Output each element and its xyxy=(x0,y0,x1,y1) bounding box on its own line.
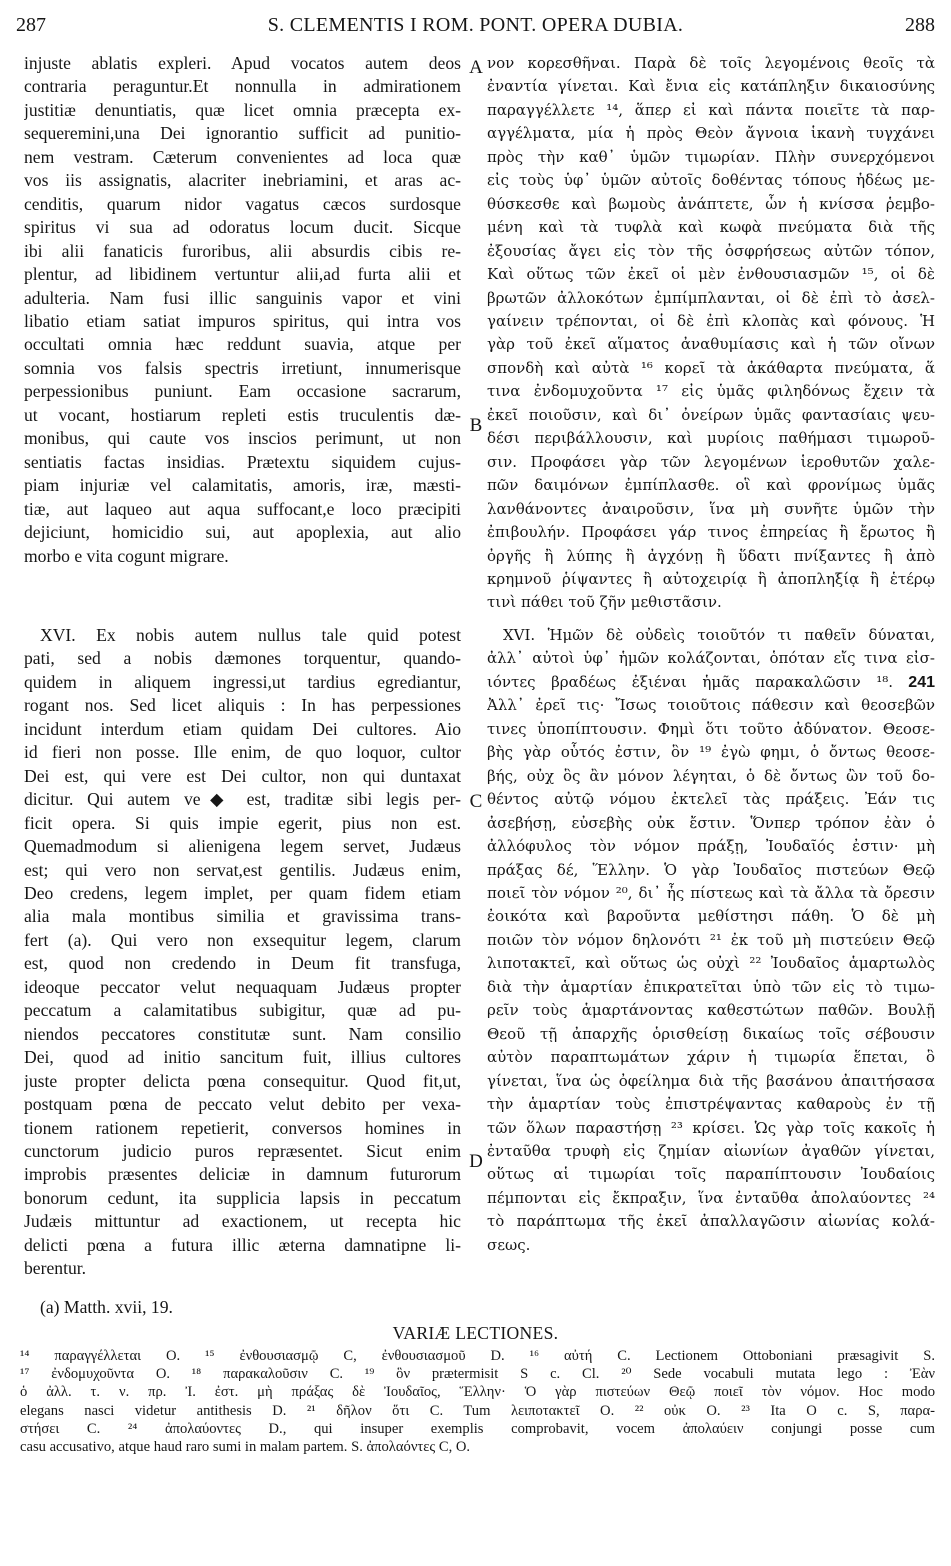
text-line: est, quod non credendo in Deum fit transfuga, xyxy=(24,953,461,974)
variae-lectiones xyxy=(20,1347,935,1456)
text-line: vos iis assignatis, alacriter inebriamini, et aras ac- xyxy=(24,170,461,191)
text-line: τινὶ πάθει τοῦ ζῆν μεθιστᾶσιν. xyxy=(487,593,722,612)
text-line: casu accusativo, atque haud raro sumi in malam partem. S. ἀπολαόντες C, O. xyxy=(20,1439,471,1456)
text-line: ὀργῆς ἢ λύπης ἢ ἀγχόνῃ ἢ ὕδατι πνίξαντες ἢ ἀπὸ xyxy=(487,546,935,565)
text-line: fert (a). Qui vero non exsequitur legem, clarum xyxy=(24,929,461,950)
page-number-left: 287 xyxy=(16,14,46,36)
text-line: ἐπιβουλήν. Προφάσει γάρ τινος ἐπηρείας ἢ ἔρωτος ἢ xyxy=(487,523,935,542)
text-line: ¹⁷ ἐνδομυχοῦντα O. ¹⁸ παρακαλοῦσιν C. ¹⁹ ὃν prætermisit S c. Cl. ²⁰ Sede vocabuli mutata lego : Ἐὰν xyxy=(20,1366,935,1383)
text-line: ἐοικότα καὶ βαροῦντα μεθίστησι πάθη. Ὁ δὲ μὴ xyxy=(487,907,935,926)
text-line: πῶν δαιμόνων ἐμπίπλασθε. οἳ καὶ φρονίμως ὑμᾶς xyxy=(487,476,935,495)
text-line: δέσι περιβάλλουσιν, καὶ μυρίοις παθήμασι τιμωροῦ- xyxy=(487,429,935,448)
text-line: injuste ablatis expleri. Apud vocatos autem deos xyxy=(24,53,461,73)
text-line: ἐναντία γίνεται. Καὶ ἔνια εἰς κατάπληξιν δικαιοσύνης xyxy=(487,77,935,96)
text-line: rogant nos. Sed licet aliquis : In has perpessiones xyxy=(24,695,461,716)
text-line: γαίνειν τρέπονται, οἱ δὲ ἐπὶ κλοπὰς καὶ φόνους. Ἡ xyxy=(487,311,935,330)
running-title: S. CLEMENTIS I ROM. PONT. OPERA DUBIA. xyxy=(267,14,684,36)
text-line: τὴν ἁμαρτίαν τοὺς ἐπιστρέψαντας καθαροὺς ἐν τῇ xyxy=(487,1095,935,1114)
text-line: cunctorum judicio puros repræsentet. Sicut enim xyxy=(24,1140,461,1161)
text-line: σπονδὴ καὶ αὐτὰ ¹⁶ κορεῖ τὰ ἀκάθαρτα πνεύματα, ἅ xyxy=(487,358,935,377)
text-line: justitiæ denuntiatis, quæ licet omnia præcepta ex- xyxy=(24,99,461,120)
text-line: Ἀλλ᾽ ἐρεῖ τις· Ἴσως τοιοῦτοις πάθεσιν καὶ θεοσεβῶν xyxy=(487,696,935,715)
greek-column-section-2 xyxy=(487,624,935,1257)
latin-column-section-1 xyxy=(24,52,461,568)
margin-letter-c: C xyxy=(469,791,483,812)
text-line: dicitur. Qui autem ve◆ est, traditæ sibi legis per- xyxy=(24,789,461,810)
text-line: Καὶ οὕτως τῶν ἐκεῖ οἱ μὲν ἐνθουσιασμῶν ¹⁵, οἱ δὲ xyxy=(487,265,935,284)
text-line: βὴς γὰρ οὗτός ἐστιν, ὃν ¹⁹ ἐγὼ φημι, ὁ ὄντως θεοσε- xyxy=(487,743,935,762)
text-line: αγγέλματα, μία ἡ πρὸς Θεὸν ἄγνοια ἱκανὴ τυγχάνει xyxy=(487,124,935,143)
text-line: πρὸς τὴν καθ᾽ ὑμῶν τιμωρίαν. Πλὴν συνερχόμενοι xyxy=(487,147,935,166)
text-line: νον κορεσθῆναι. Παρὰ δὲ τοῖς λεγομένοις θεοῖς τὰ xyxy=(487,54,935,72)
text-line: alia mala montibus similia et gravissima trans- xyxy=(24,906,461,927)
text-line: ¹⁴ παραγγέλλεται O. ¹⁵ ἐνθουσιασμῷ C, ἐνθουσιασμοῦ D. ¹⁶ αὐτή C. Lectionem Ottoboniani præsagivit S. xyxy=(20,1348,935,1364)
text-line: ut vocant, hostiarum repleti estis truculentis dæ- xyxy=(24,404,461,425)
text-line: εἰς τοὺς ὑφ᾽ ὑμῶν αὐτοῖς δοθέντας τόπους ἡδέως με- xyxy=(487,171,935,190)
text-line: Dei est, qui vere est Dei cultor, non qui duntaxat xyxy=(24,765,461,786)
text-line: perpessionibus puniunt. Eam occasione sacrarum, xyxy=(24,381,461,402)
text-line: ποιῶν τὸν νόμον δηλονότι ²¹ ἐκ τοῦ μὴ πιστεύειν Θεῷ xyxy=(487,930,935,949)
text-line: adulteria. Nam fusi illic sanguinis vapor et vini xyxy=(24,287,461,308)
text-line: libatio etiam satiat impuros spiritus, qui intra vos xyxy=(24,310,461,331)
text-line: ιόντες βραδέως ἐξιέναι ἡμᾶς παρακαλῶσιν ¹⁸. 241 xyxy=(487,672,935,691)
text-line: λιποτακτεῖ, καὶ οὕτως ὡς οὐχὶ ²² Ἰουδαῖος ἁμαρτωλὸς xyxy=(487,954,935,973)
column-number: 241 xyxy=(893,673,935,691)
text-line: postquam pœna de peccato velut debito per vexa- xyxy=(24,1094,461,1115)
text-line: Dei, quod ad initio sancitum fuit, illius cultores xyxy=(24,1047,461,1068)
text-line: πράξας δέ, Ἕλλην. Ὁ γὰρ Ἰουδαῖος πιστεύων Θεῷ xyxy=(487,860,935,879)
text-line: μένη καὶ τὰ τυφλὰ καὶ κωφὰ πνεύματα διὰ τῆς xyxy=(487,218,935,237)
text-line: Θεοῦ τῇ ἀπαρχῆς ὁρισθείσῃ δικαίως τοῖς σέβουσιν xyxy=(487,1024,935,1043)
text-line: sentiatis factas insidias. Prætextu siquidem cujus- xyxy=(24,451,461,472)
text-line: τῶν ὅλων παραστήσῃ ²³ κρίσει. Ὡς γὰρ τοῖς κακοῖς ἡ xyxy=(487,1118,935,1137)
text-line: occultati omnia hæc reddunt suavia, atque per xyxy=(24,334,461,355)
text-line: τὸ παράπτωμα τῆς ἐκεῖ ἀπαλλαγῶσιν αἰωνίας κολά- xyxy=(487,1212,935,1231)
text-line: παραγγέλλετε ¹⁴, ἅπερ εἰ καὶ πάντα ποιεῖτε τὰ παρ- xyxy=(487,100,935,119)
text-line: tionem rationem repetierit, conversos homines in xyxy=(24,1117,461,1138)
text-line: ποιεῖ τὸν νόμον ²⁰, δι᾽ ἧς πίστεως καὶ τὰ ἄλλα τὰ ὄρεσιν xyxy=(487,883,935,902)
text-line: ρεῖν τοὺς ἁμαρτάνοντας καθεστώτων παθῶν. Βουλῇ xyxy=(487,1001,935,1020)
text-line: niendos peccatores constitutæ sunt. Nam consilio xyxy=(24,1023,461,1044)
text-line: morbo e vita cogunt migrare. xyxy=(24,545,229,566)
text-line: monibus, qui caute vos inscios perimunt, ut non xyxy=(24,428,461,449)
text-line: est; qui vero non servat,est gentilis. Judæus enim, xyxy=(24,859,461,880)
text-line: Judæis mittuntur ad exactionem, ut recepta hic xyxy=(24,1211,461,1232)
text-line: peccatum a calamitatibus subigitur, quæ ad pu- xyxy=(24,1000,461,1021)
text-line: οὕτως αἱ τιμωρίαι τοῖς παραπίπτουσιν Ἰουδαίοις xyxy=(487,1165,935,1184)
text-line: piam injuriæ vel calamitatis, amoris, iræ, mæsti- xyxy=(24,475,461,496)
text-line: βρωτῶν ἀλλοκότων ἐμπίμπλανται, οἱ δὲ ἐπὶ τὸ ἀσελ- xyxy=(487,288,935,307)
text-line: πέμπονται εἰς ἔκπραξιν, ἵνα ἐνταῦθα ἀπολαύοντες ²⁴ xyxy=(487,1188,935,1207)
text-line: Deo credens, legem implet, per quam fidem etiam xyxy=(24,882,461,903)
text-line: ideoque peccator velut nequaquam Judæus propter xyxy=(24,976,461,997)
text-line: bonorum cedunt, ita supplicia lapsis in peccatum xyxy=(24,1187,461,1208)
text-line: cenditis, quarum nidor vagatus cæcos surdosque xyxy=(24,193,461,214)
text-line: διὰ τὴν ἁμαρτίαν ἐπικρατεῖται ὑπὸ τῶν εἰς τὸ τιμω- xyxy=(487,977,935,996)
text-line: tiæ, aut laqueo aut aqua suffocant,e loco præcipiti xyxy=(24,498,461,519)
text-line: θέντος αὐτῷ νόμου ἐκτελεῖ τὰς πράξεις. Ἐάν τις xyxy=(487,790,935,809)
text-line: pati, sed a nobis dæmones torquentur, quando- xyxy=(24,648,461,669)
text-line: nem vestram. Cæterum convenientes ad loca quæ xyxy=(24,146,461,167)
text-line: elegans nasci videtur antithesis D. ²¹ δῆλον ὅτι C. Tum λειποτακτεῖ O. ²² οὐκ O. ²³ Ita O c. S, παρα- xyxy=(20,1402,935,1419)
text-line: incidunt interdum etiam quidam Dei cultores. Aio xyxy=(24,718,461,739)
text-line: σιν. Προφάσει γὰρ τῶν λεγομένων ἱεροθυτῶν χαλε- xyxy=(487,452,935,471)
text-line: τινες ὑποπίπτουσιν. Φημὶ ὅτι τοῦτο ἀδύνατον. Θεοσε- xyxy=(487,719,935,738)
text-line: improbis præsentes deliciæ in damnum futurorum xyxy=(24,1164,461,1185)
text-line: juste propter delicta pœna consequitur. Quod fit,ut, xyxy=(24,1070,461,1091)
page-number-right: 288 xyxy=(905,14,935,36)
text-line: γίνεται, ἵνα ὡς ὀφείλημα διὰ τῆς βασάνου ἀπαιτήσασα xyxy=(487,1071,935,1090)
text-line: λανθάνοντες ἀναιροῦσιν, ἵνα μὴ συνῆτε ὑμῶν τὴν xyxy=(487,499,935,518)
text-line: τινα ἐνδομυχοῦντα ¹⁷ εἰς ὑμᾶς φιληδόνως ἔχειν τὰ xyxy=(487,382,935,401)
text-line: sequeremini,una Dei ignorantio sufficit ad punitio- xyxy=(24,123,461,144)
text-line: contraria peraguntur.Et nonnulla in admirationem xyxy=(24,76,461,97)
text-line: berentur. xyxy=(24,1258,87,1279)
text-line: ἐξουσίας ἄγει εἰς τὸν τῆς ὀσφρήσεως αὐτῶν τόπον, xyxy=(487,241,935,260)
latin-column-section-2 xyxy=(24,624,461,1281)
text-line: somnia vos falsis spectris irretiunt, innumerisque xyxy=(24,357,461,378)
text-line: spiritus vi sua ad odoratus locum ducit. Sicque xyxy=(24,217,461,238)
running-header xyxy=(16,14,935,42)
text-line: ibi alii fanaticis furoribus, alii absurdis cibis re- xyxy=(24,240,461,261)
text-line: σεως. xyxy=(487,1235,531,1254)
text-line: dejiciunt, homicidio sui, aut apoplexia, aut alio xyxy=(24,522,461,543)
text-line: ἐνταῦθα τρυφὴ εἰς ζημίαν αἰωνίων ἀγαθῶν γίνεται, xyxy=(487,1141,935,1160)
text-line: βής, οὐχ ὃς ἂν μόνον λέγηται, ὁ δὲ ὄντως ὢν τοῦ δο- xyxy=(487,766,935,785)
text-line: ὁ ἀλλ. τ. ν. πρ. Ἰ. ἐστ. μὴ πράξας δὲ Ἰουδαῖος, Ἕλλην· Ὁ γὰρ πιστεύων Θεῷ ποιεῖ τὸν νόμον. Hoc modo xyxy=(20,1384,935,1401)
text-line: XVI. Ἡμῶν δὲ οὐδεὶς τοιοῦτόν τι παθεῖν δύναται, xyxy=(503,626,935,644)
text-line: κρημνοῦ ῥίψαντες ἢ αὐτοχειρίᾳ ἢ ἀποπληξίᾳ ἢ ἑτέρῳ xyxy=(487,569,935,588)
text-line: id fieri non posse. Ille enim, de quo loquor, cultor xyxy=(24,742,461,763)
text-line: ἀλλόφυλος τὸν νόμον πράξῃ, Ἰουδαῖός ἐστιν· μὴ xyxy=(487,837,935,856)
text-line: delicti pœna a futura illic æterna damnatipne li- xyxy=(24,1234,461,1255)
margin-letter-a: A xyxy=(469,57,483,78)
variae-lectiones-title: VARIÆ LECTIONES. xyxy=(392,1323,559,1343)
greek-column-section-1 xyxy=(487,52,935,615)
text-line: ἀλλ᾽ αὐτοὶ ὑφ᾽ ἡμῶν κολάζονται, ὁπόταν εἴς τινα εἰσ- xyxy=(487,649,935,668)
text-line: θύσκεσθε καὶ βωμοὺς ἀνάπτετε, ὧν ἡ κνίσσα ῥεμβο- xyxy=(487,194,935,213)
text-line: αὐτὸν παραπτωμάτων χάριν ἡ τιμωρία ἕπεται, ὃ xyxy=(487,1048,935,1067)
text-line: ficit opera. Si quis impie egerit, pius non est. xyxy=(24,812,461,833)
text-line: γὰρ τοῦ ἐκεῖ αἵματος ἀναθυμίασις καὶ ἡ τῶν οἴνων xyxy=(487,335,935,354)
text-line: ἀσεβήσῃ, εὐσεβὴς οὐκ ἔστιν. Ὅνπερ τρόπον ἐὰν ὁ xyxy=(487,813,935,832)
footnote: (a) Matth. xvii, 19. xyxy=(40,1297,173,1317)
text-line: ἐκεῖ ποιοῦσιν, καὶ δι᾽ ὀνείρων ὑμᾶς φαντασίαις ψευ- xyxy=(487,405,935,424)
margin-letter-b: B xyxy=(469,415,483,436)
text-line: plentur, ad libidinem vertuntur alii,ad furta alii et xyxy=(24,264,461,285)
text-line: στήσει C. ²⁴ ἀπολαύοντες D., qui insuper exemplis comprobavit, vocem ἀπολαύειν conjungi posse cum xyxy=(20,1420,935,1437)
text-line: Quemadmodum si alienigena legem servet, Judæus xyxy=(24,836,461,857)
margin-letter-d: D xyxy=(469,1151,483,1172)
text-line: quidem in aliquem ingressi,ut tardius egrediantur, xyxy=(24,671,461,692)
text-line: XVI. Ex nobis autem nullus tale quid potest xyxy=(40,625,461,645)
